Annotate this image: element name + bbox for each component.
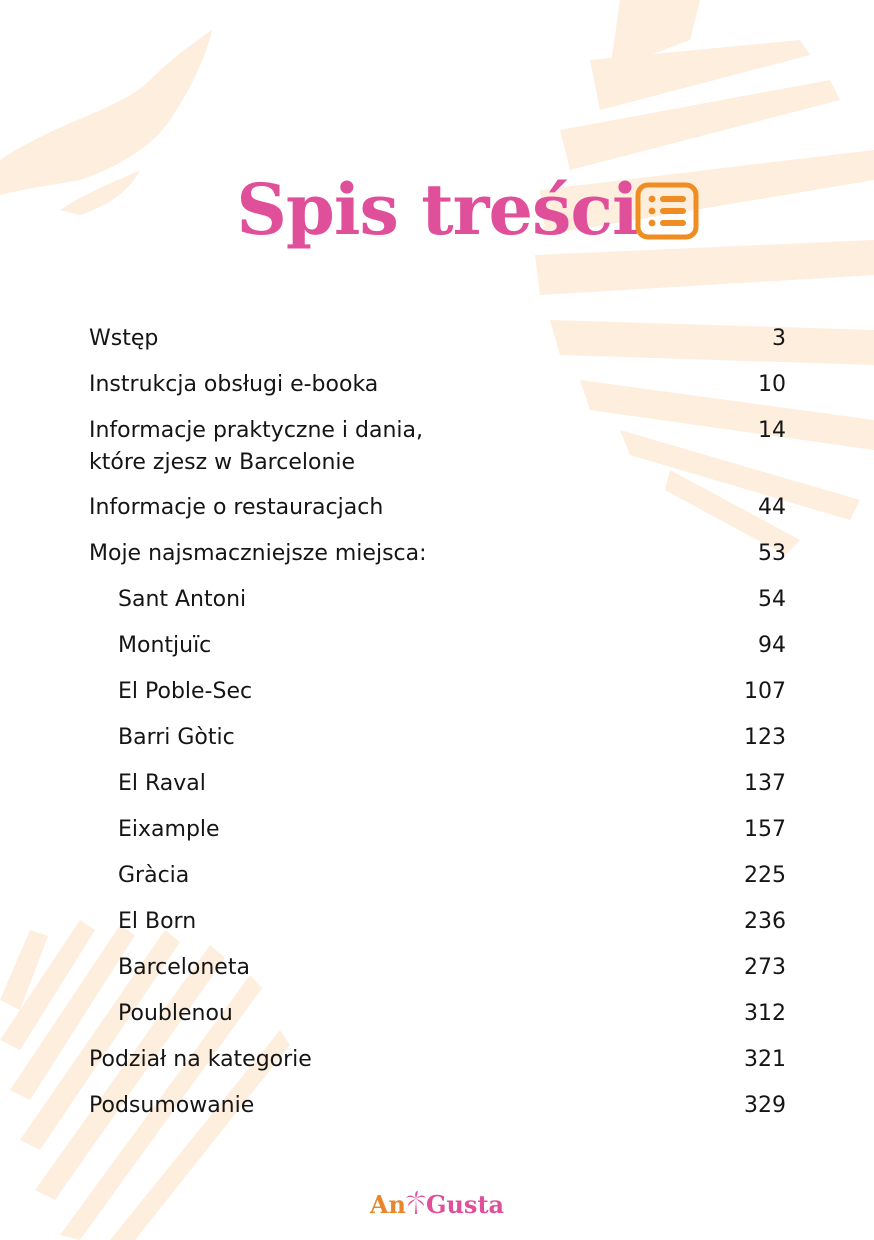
toc-entry-title: Podział na kategorie [89, 1047, 312, 1072]
toc-entry-page-number: 10 [758, 372, 786, 397]
toc-entry-page-number: 321 [744, 1047, 786, 1072]
toc-entry-title: Poublenou [118, 1001, 233, 1026]
page-title: Spis treści [236, 168, 638, 251]
toc-entry-title: Barri Gòtic [118, 725, 235, 750]
toc-entry-title: Gràcia [118, 863, 190, 888]
toc-entry[interactable] [89, 492, 786, 538]
toc-entry-page-number: 329 [744, 1093, 786, 1118]
toc-entry-page-number: 14 [758, 418, 786, 443]
toc-entry-title: Moje najsmaczniejsze miejsca: [89, 541, 427, 566]
toc-entry-page-number: 312 [744, 1001, 786, 1026]
toc-entry-title: Barceloneta [118, 955, 250, 980]
toc-entry-page-number: 236 [744, 909, 786, 934]
toc-entry-title: Informacje o restauracjach [89, 495, 384, 520]
toc-entry-page-number: 107 [744, 679, 786, 704]
toc-entry-title: El Poble-Sec [118, 679, 253, 704]
toc-entry[interactable] [89, 814, 786, 860]
toc-entry-title: Informacje praktyczne i dania, które zjesz w Barcelonie [89, 418, 424, 475]
toc-entry[interactable] [89, 369, 786, 415]
toc-entry-title: Montjuïc [118, 633, 212, 658]
table-of-contents [89, 323, 786, 1136]
toc-entry-page-number: 54 [758, 587, 786, 612]
toc-entry[interactable] [89, 998, 786, 1044]
toc-entry[interactable] [89, 1044, 786, 1090]
toc-entry[interactable] [89, 630, 786, 676]
toc-entry-page-number: 44 [758, 495, 786, 520]
toc-entry[interactable] [89, 676, 786, 722]
toc-entry[interactable] [89, 584, 786, 630]
toc-entry-page-number: 3 [772, 326, 786, 351]
toc-entry-page-number: 157 [744, 817, 786, 842]
toc-entry-title: Instrukcja obsługi e-booka [89, 372, 379, 397]
toc-entry-page-number: 137 [744, 771, 786, 796]
toc-entry-title: Sant Antoni [118, 587, 247, 612]
toc-entry-title: Wstęp [89, 326, 159, 351]
toc-entry[interactable] [89, 538, 786, 584]
toc-entry[interactable] [89, 906, 786, 952]
toc-entry[interactable] [89, 415, 786, 492]
palm-tree-icon [406, 1191, 426, 1215]
toc-entry-page-number: 94 [758, 633, 786, 658]
toc-entry-page-number: 53 [758, 541, 786, 566]
toc-entry-page-number: 273 [744, 955, 786, 980]
toc-entry[interactable] [89, 722, 786, 768]
toc-entry-page-number: 225 [744, 863, 786, 888]
toc-entry[interactable] [89, 952, 786, 998]
toc-entry-page-number: 123 [744, 725, 786, 750]
list-icon [635, 182, 699, 240]
toc-entry-title: Eixample [118, 817, 220, 842]
toc-entry-title: El Raval [118, 771, 206, 796]
toc-entry[interactable] [89, 323, 786, 369]
toc-entry[interactable] [89, 860, 786, 906]
toc-entry[interactable] [89, 1090, 786, 1136]
toc-entry-title: El Born [118, 909, 197, 934]
angusta-logo: An Gusta [369, 1190, 505, 1219]
toc-entry[interactable] [89, 768, 786, 814]
toc-entry-title: Podsumowanie [89, 1093, 255, 1118]
